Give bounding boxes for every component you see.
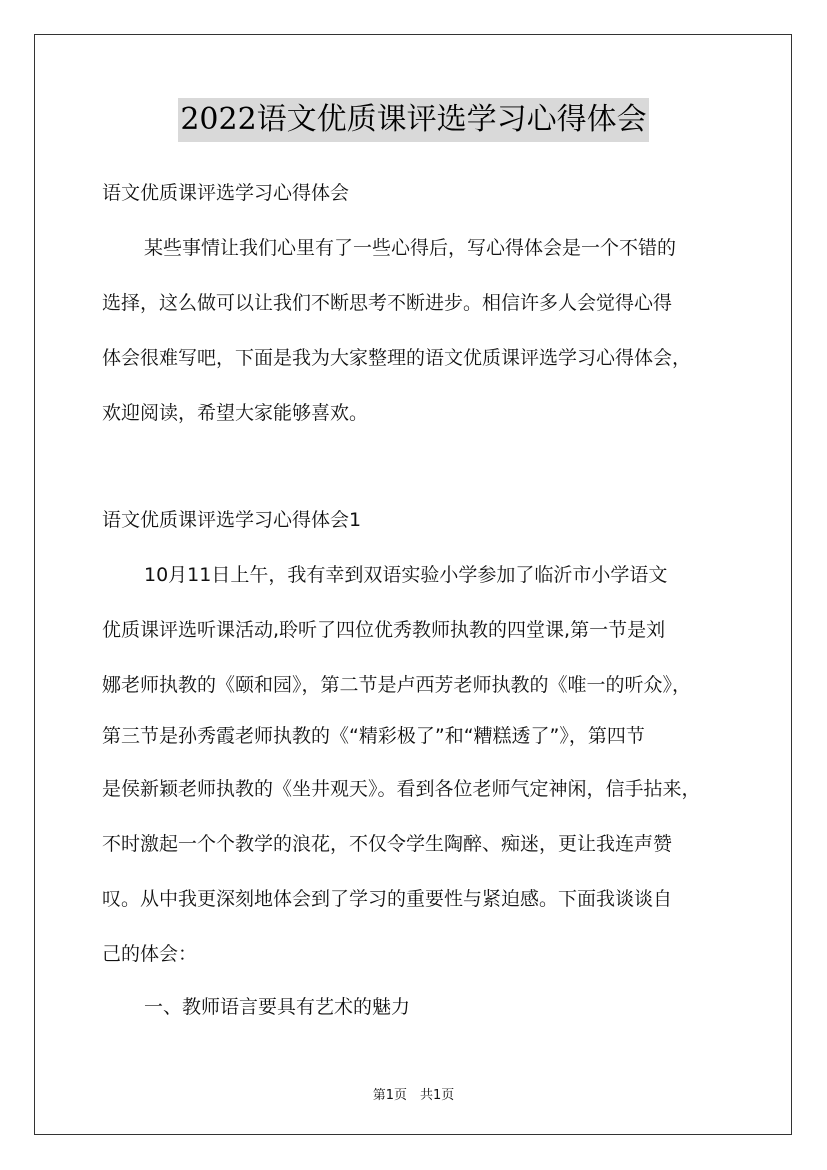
- paragraph-line: 是侯新颖老师执教的《坐井观天》。看到各位老师气定神闲，信手拈来，: [102, 778, 701, 800]
- paragraph-line: 不时激起一个个教学的浪花，不仅令学生陶醉、痴迷，更让我连声赞: [102, 833, 673, 855]
- document-title: 2022语文优质课评选学习心得体会: [178, 98, 648, 142]
- paragraph-line: 娜老师执教的《颐和园》，第二节是卢西芳老师执教的《唯一的听众》，: [102, 674, 692, 696]
- paragraph-line: 叹。从中我更深刻地体会到了学习的重要性与紧迫感。下面我谈谈自: [102, 888, 673, 910]
- subsection-heading: 一、教师语言要具有艺术的魅力: [144, 996, 411, 1018]
- paragraph-line: 选择，这么做可以让我们不断思考不断进步。相信许多人会觉得心得: [102, 292, 673, 314]
- paragraph-line: 体会很难写吧，下面是我为大家整理的语文优质课评选学习心得体会，: [102, 347, 692, 369]
- paragraph-line: 第三节是孙秀霞老师执教的《“精彩极了”和“糟糕透了”》，第四节: [102, 725, 645, 747]
- section-heading: 语文优质课评选学习心得体会: [102, 182, 350, 204]
- paragraph-line: 欢迎阅读，希望大家能够喜欢。: [102, 402, 369, 424]
- paragraph-line: 己的体会：: [102, 943, 198, 965]
- paragraph-line: 某些事情让我们心里有了一些心得后，写心得体会是一个不错的: [144, 237, 677, 259]
- section-heading: 语文优质课评选学习心得体会1: [102, 509, 362, 531]
- paragraph-line: 10月11日上午，我有幸到双语实验小学参加了临沂市小学语文: [144, 564, 668, 586]
- paragraph-line: 优质课评选听课活动,聆听了四位优秀教师执教的四堂课,第一节是刘: [102, 619, 666, 641]
- page-footer: 第1页 共1页: [372, 1088, 455, 1103]
